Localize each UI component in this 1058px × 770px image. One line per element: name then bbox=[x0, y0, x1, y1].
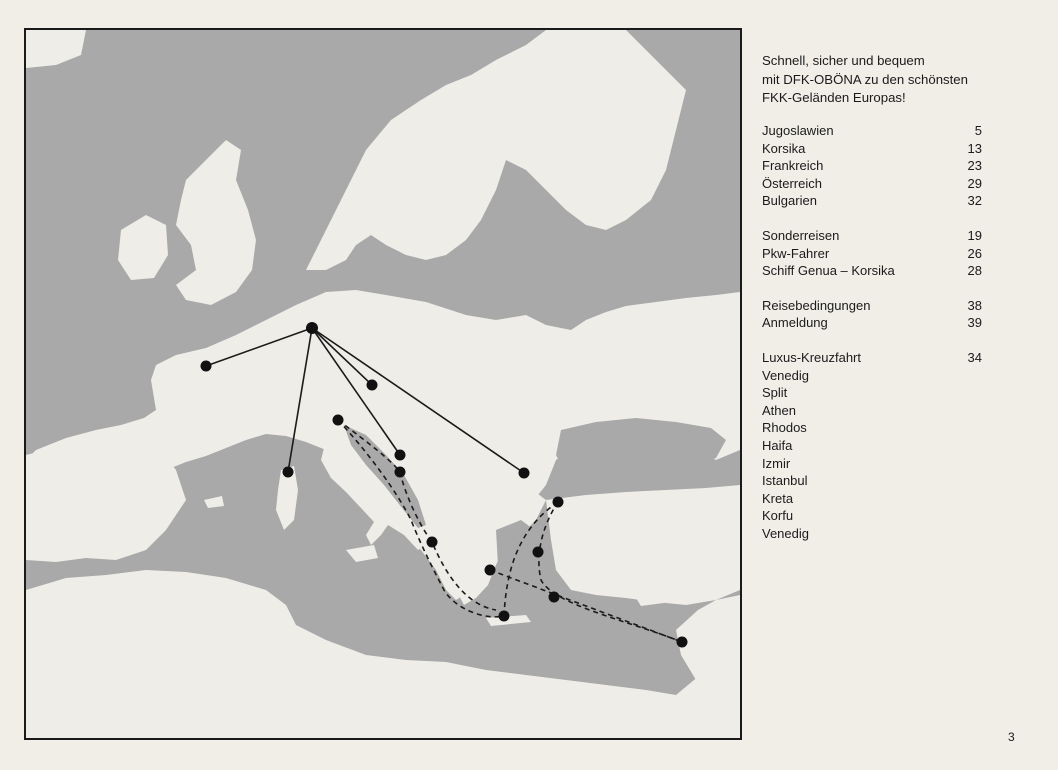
marker-haifa bbox=[677, 637, 688, 648]
cruise-stop bbox=[762, 525, 982, 543]
toc-label: Bulgarien bbox=[762, 193, 817, 209]
cruise-stop bbox=[762, 402, 982, 420]
toc-entry[interactable] bbox=[762, 297, 982, 315]
toc-page: 26 bbox=[967, 245, 982, 261]
headline bbox=[762, 52, 1022, 108]
headline-line: FKK-Geländen Europas! bbox=[762, 90, 906, 105]
toc-entry[interactable] bbox=[762, 140, 982, 158]
cruise-stop-label: Istanbul bbox=[762, 473, 808, 489]
marker-korfu bbox=[427, 537, 438, 548]
marker-paris bbox=[306, 322, 318, 334]
toc-entry[interactable] bbox=[762, 192, 982, 210]
marker-izmir bbox=[533, 547, 544, 558]
toc-entry[interactable] bbox=[762, 262, 982, 280]
toc-entry[interactable] bbox=[762, 157, 982, 175]
toc-entry[interactable] bbox=[762, 245, 982, 263]
marker-istria bbox=[395, 450, 406, 461]
cruise-stop bbox=[762, 455, 982, 473]
headline-line: Schnell, sicher und bequem bbox=[762, 53, 925, 68]
marker-split bbox=[395, 467, 406, 478]
toc-label: Jugoslawien bbox=[762, 123, 834, 138]
cruise-stop-label: Venedig bbox=[762, 367, 809, 383]
toc-label: Sonderreisen bbox=[762, 227, 840, 243]
marker-brittany bbox=[201, 361, 212, 372]
cruise-stop bbox=[762, 437, 982, 455]
toc-label: Reisebedingungen bbox=[762, 297, 871, 313]
cruise-stop-label: Izmir bbox=[762, 455, 791, 471]
headline-line: mit DFK-OBÖNA zu den schönsten bbox=[762, 71, 968, 87]
toc-entry[interactable] bbox=[762, 227, 982, 245]
marker-venedig bbox=[333, 415, 344, 426]
cruise-stop-label: Rhodos bbox=[762, 420, 807, 436]
asia-minor bbox=[546, 485, 740, 605]
marker-corsica bbox=[283, 467, 294, 478]
toc-page: 32 bbox=[967, 193, 982, 209]
marker-bulgaria bbox=[519, 468, 530, 479]
toc-page: 29 bbox=[967, 175, 982, 191]
toc-page: 23 bbox=[967, 158, 982, 174]
cruise-stop bbox=[762, 419, 982, 437]
toc-entry[interactable] bbox=[762, 175, 982, 193]
cruise-stop-label: Split bbox=[762, 385, 788, 401]
cruise-stop-label: Haifa bbox=[762, 437, 793, 453]
europe-route-map bbox=[24, 28, 742, 740]
toc-page: 19 bbox=[967, 227, 982, 243]
marker-austria bbox=[367, 380, 378, 391]
map-graphic bbox=[26, 30, 740, 738]
marker-kreta bbox=[499, 611, 510, 622]
marker-istanbul bbox=[553, 497, 564, 508]
marker-athen bbox=[485, 565, 496, 576]
toc-label: Frankreich bbox=[762, 158, 824, 174]
toc-page: 34 bbox=[967, 349, 982, 365]
toc-label: Luxus-Kreuzfahrt bbox=[762, 349, 861, 365]
cruise-stop-label: Venedig bbox=[762, 525, 809, 541]
toc-page: 28 bbox=[967, 263, 982, 279]
marker-rhodos bbox=[549, 592, 560, 603]
cruise-stop bbox=[762, 507, 982, 525]
toc-entry[interactable] bbox=[762, 349, 982, 367]
toc-group-conditions bbox=[762, 297, 982, 332]
toc-page: 39 bbox=[967, 315, 982, 331]
cruise-stop bbox=[762, 472, 982, 490]
toc-page: 13 bbox=[967, 140, 982, 156]
cruise-stop bbox=[762, 384, 982, 402]
toc-label: Pkw-Fahrer bbox=[762, 245, 830, 261]
toc-entry[interactable] bbox=[762, 122, 982, 140]
toc-group-countries bbox=[762, 122, 982, 210]
cruise-stop bbox=[762, 367, 982, 385]
toc-label: Schiff Genua – Korsika bbox=[762, 263, 895, 279]
cruise-stop-label: Kreta bbox=[762, 490, 794, 506]
cruise-stop-label: Korfu bbox=[762, 508, 794, 524]
toc-label: Korsika bbox=[762, 140, 806, 156]
table-of-contents bbox=[762, 122, 982, 559]
toc-label: Anmeldung bbox=[762, 315, 828, 331]
toc-entry[interactable] bbox=[762, 314, 982, 332]
toc-page: 5 bbox=[974, 123, 982, 138]
page-number: 3 bbox=[1008, 730, 1015, 744]
toc-group-cruise bbox=[762, 349, 982, 543]
toc-group-special bbox=[762, 227, 982, 280]
toc-page: 38 bbox=[967, 297, 982, 313]
cruise-stop-label: Athen bbox=[762, 402, 796, 418]
toc-label: Österreich bbox=[762, 175, 822, 191]
cruise-stop bbox=[762, 490, 982, 508]
